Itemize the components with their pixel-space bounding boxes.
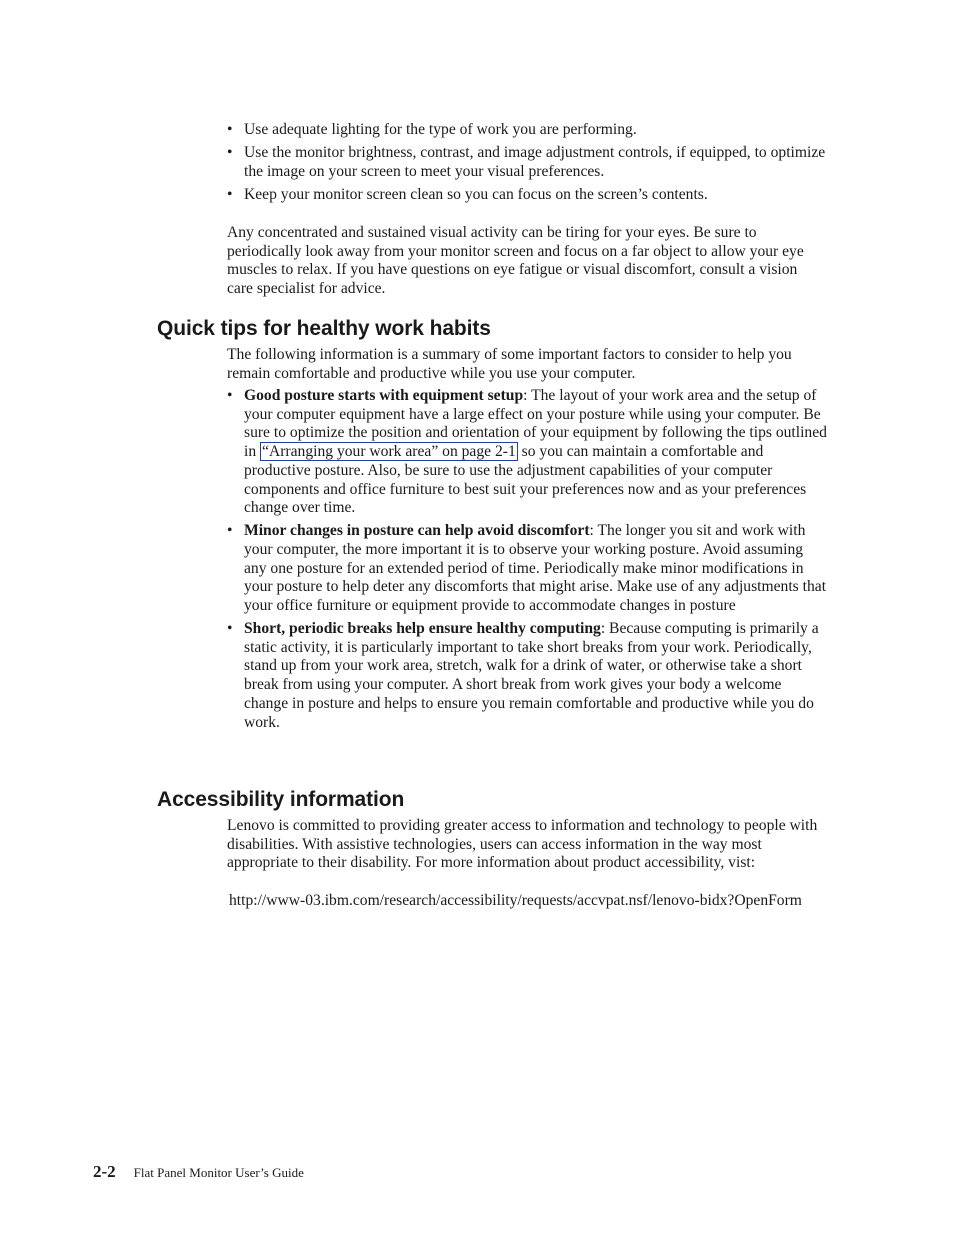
tip-text: so you can maintain a comfortable and productive posture. Also, be sure to use the adjustment capabilities of your computer components and office furniture to best suit your preferences now and as your preferences change over time. (244, 443, 807, 517)
list-item (227, 522, 827, 616)
list-item (227, 620, 827, 732)
list-item: • Keep your monitor screen clean so you can focus on the screen’s contents. (227, 186, 827, 205)
quick-tips-list (227, 387, 827, 737)
page-footer (93, 1162, 304, 1182)
tip-title: Short, periodic breaks help ensure healthy computing (244, 620, 601, 638)
cross-reference-link[interactable]: “Arranging your work area” on page 2-1 (262, 443, 516, 461)
tip-title: Minor changes in posture can help avoid discomfort (244, 522, 590, 540)
accessibility-url[interactable]: http://www-03.ibm.com/research/accessibility/requests/accvpat.nsf/lenovo-bidx?OpenForm (229, 892, 802, 909)
tip-text: : The layout of your work area and the setup of your computer equipment have a large effect on your posture while using your computer. Be sure to optimize the position and orientation of your equipment by following the tips outlined in (244, 387, 827, 461)
tip-text: : Because computing is primarily a static activity, it is particularly important to take short breaks from your work. Periodically, stand up from your work area, stretch, walk for a drink of water, or otherwise take a short break from using your computer. A short break from work gives your body a welcome change in posture and helps to ensure you remain comfortable and productive while you do work. (244, 620, 819, 731)
accessibility-heading: Accessibility information (157, 788, 405, 811)
eye-strain-paragraph: Any concentrated and sustained visual activity can be tiring for your eyes. Be sure to periodically look away from your monitor screen and focus on a far object to allow your eye muscles to relax. If you have questions on eye fatigue or visual discomfort, consult a vision care specialist for advice. (227, 224, 804, 298)
document-title: Flat Panel Monitor User’s Guide (133, 1165, 304, 1180)
list-item (227, 387, 827, 518)
list-item: • Use the monitor brightness, contrast, and image adjustment controls, if equipped, to optimize the image on your screen to meet your visual preferences. (227, 144, 827, 181)
quick-tips-intro: The following information is a summary of some important factors to consider to help you remain comfortable and productive while you use your computer. (227, 346, 792, 382)
tip-text: : The longer you sit and work with your computer, the more important it is to observe your working posture. Avoid assuming any one posture for an extended period of time. Periodically make minor modifications in your posture to help deter any discomforts that might arise. Make use of any adjustments that your office furniture or equipment provide to accommodate changes in posture (244, 522, 827, 615)
page-number: 2-2 (93, 1162, 116, 1181)
list-item: • Use adequate lighting for the type of work you are performing. (227, 121, 827, 140)
tip-title: Good posture starts with equipment setup (244, 387, 524, 404)
accessibility-paragraph: Lenovo is committed to providing greater access to information and technology to people with disabilities. With assistive technologies, users can access information in the way most appropriate to their disability. For more information about product accessibility, vist: (227, 817, 818, 872)
intro-bullet-list (227, 121, 827, 209)
quick-tips-heading: Quick tips for healthy work habits (157, 317, 491, 340)
